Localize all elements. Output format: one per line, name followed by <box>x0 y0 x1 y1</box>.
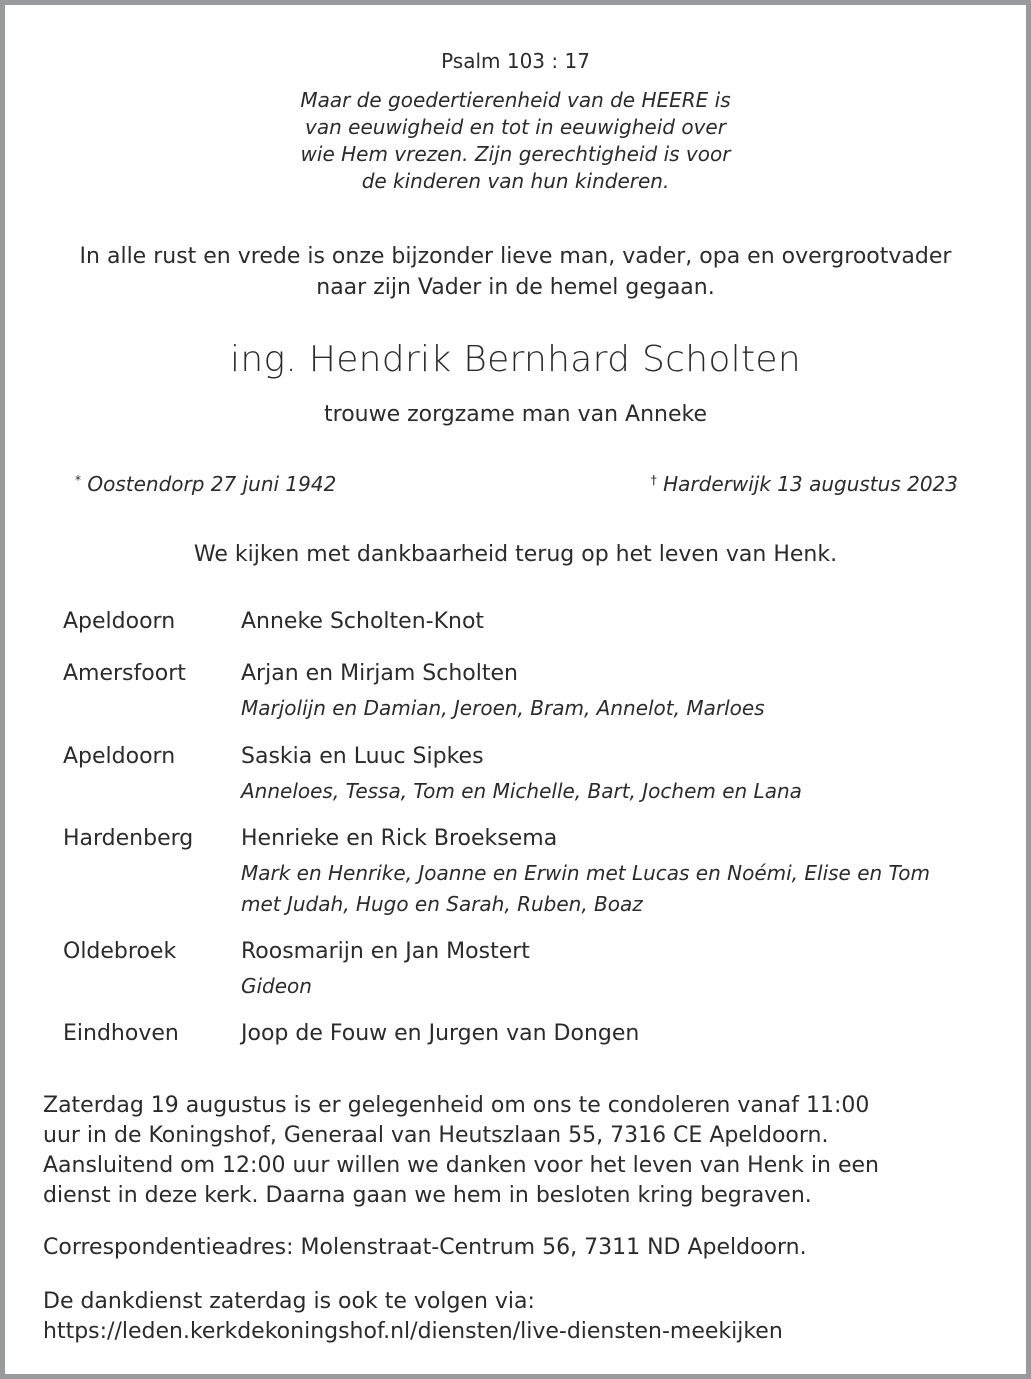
verse-line: de kinderen van hun kinderen. <box>361 169 670 193</box>
grandchildren <box>241 693 1001 724</box>
family-names: Anneke Scholten-Knot <box>241 609 485 634</box>
verse-line: wie Hem vrezen. Zijn gerechtigheid is voor <box>300 142 731 166</box>
family-place: Eindhoven <box>63 1021 179 1046</box>
family-names: Henrieke en Rick Broeksema <box>241 826 558 851</box>
family-place: Hardenberg <box>63 826 194 851</box>
grandchildren <box>241 858 1001 920</box>
deceased-subtitle: trouwe zorgzame man van Anneke <box>324 402 707 427</box>
intro-text <box>5 241 1026 303</box>
grandchildren <box>241 776 1001 807</box>
family-place: Apeldoorn <box>63 609 176 634</box>
birth-place-date: Oostendorp 27 juni 1942 <box>87 472 337 496</box>
bible-verse <box>5 87 1026 195</box>
family-names: Saskia en Luuc Sipkes <box>241 744 484 769</box>
livestream-url: https://leden.kerkdekoningshof.nl/diensten/live-diensten-meekijken <box>43 1319 783 1344</box>
family-place: Amersfoort <box>63 661 186 686</box>
death-place-date: Harderwijk 13 augustus 2023 <box>663 472 958 496</box>
family-names: Arjan en Mirjam Scholten <box>241 661 518 686</box>
family-names: Joop de Fouw en Jurgen van Dongen <box>241 1021 640 1046</box>
death-symbol: † <box>650 473 657 487</box>
grandchildren-line: Gideon <box>241 974 312 998</box>
family-place: Oldebroek <box>63 939 177 964</box>
grandchildren-line: met Judah, Hugo en Sarah, Ruben, Boaz <box>241 892 643 916</box>
livestream-info <box>43 1287 1003 1347</box>
deceased-name: ing. Hendrik Bernhard Scholten <box>230 339 801 380</box>
service-line: uur in de Koningshof, Generaal van Heutszlaan 55, 7316 CE Apeldoorn. <box>43 1123 829 1148</box>
grandchildren-line: Anneloes, Tessa, Tom en Michelle, Bart, Jochem en Lana <box>241 779 802 803</box>
birth-symbol: * <box>75 473 81 487</box>
correspondence-line: Correspondentieadres: Molenstraat-Centrum 56, 7311 ND Apeldoorn. <box>43 1235 807 1260</box>
family-names: Roosmarijn en Jan Mostert <box>241 939 530 964</box>
grandchildren-line: Mark en Henrike, Joanne en Erwin met Lucas en Noémi, Elise en Tom <box>241 861 931 885</box>
verse-line: Maar de goedertierenheid van de HEERE is <box>300 88 731 112</box>
service-info <box>43 1091 1003 1211</box>
death-info <box>651 472 958 496</box>
service-line: Zaterdag 19 augustus is er gelegenheid om ons te condoleren vanaf 11:00 <box>43 1093 870 1118</box>
psalm-reference: Psalm 103 : 17 <box>441 49 590 73</box>
intro-line: naar zijn Vader in de hemel gegaan. <box>316 275 715 300</box>
birth-info <box>75 472 336 496</box>
livestream-line: De dankdienst zaterdag is ook te volgen via: <box>43 1289 535 1314</box>
thanks-line: We kijken met dankbaarheid terug op het leven van Henk. <box>193 542 838 567</box>
service-line: dienst in deze kerk. Daarna gaan we hem in besloten kring begraven. <box>43 1183 812 1208</box>
intro-line: In alle rust en vrede is onze bijzonder lieve man, vader, opa en overgrootvader <box>79 244 952 269</box>
verse-line: van eeuwigheid en tot in eeuwigheid over <box>305 115 726 139</box>
correspondence-address <box>43 1233 1003 1263</box>
grandchildren <box>241 971 1001 1002</box>
service-line: Aansluitend om 12:00 uur willen we danken voor het leven van Henk in een <box>43 1153 879 1178</box>
grandchildren-line: Marjolijn en Damian, Jeroen, Bram, Annelot, Marloes <box>241 696 765 720</box>
family-place: Apeldoorn <box>63 744 176 769</box>
